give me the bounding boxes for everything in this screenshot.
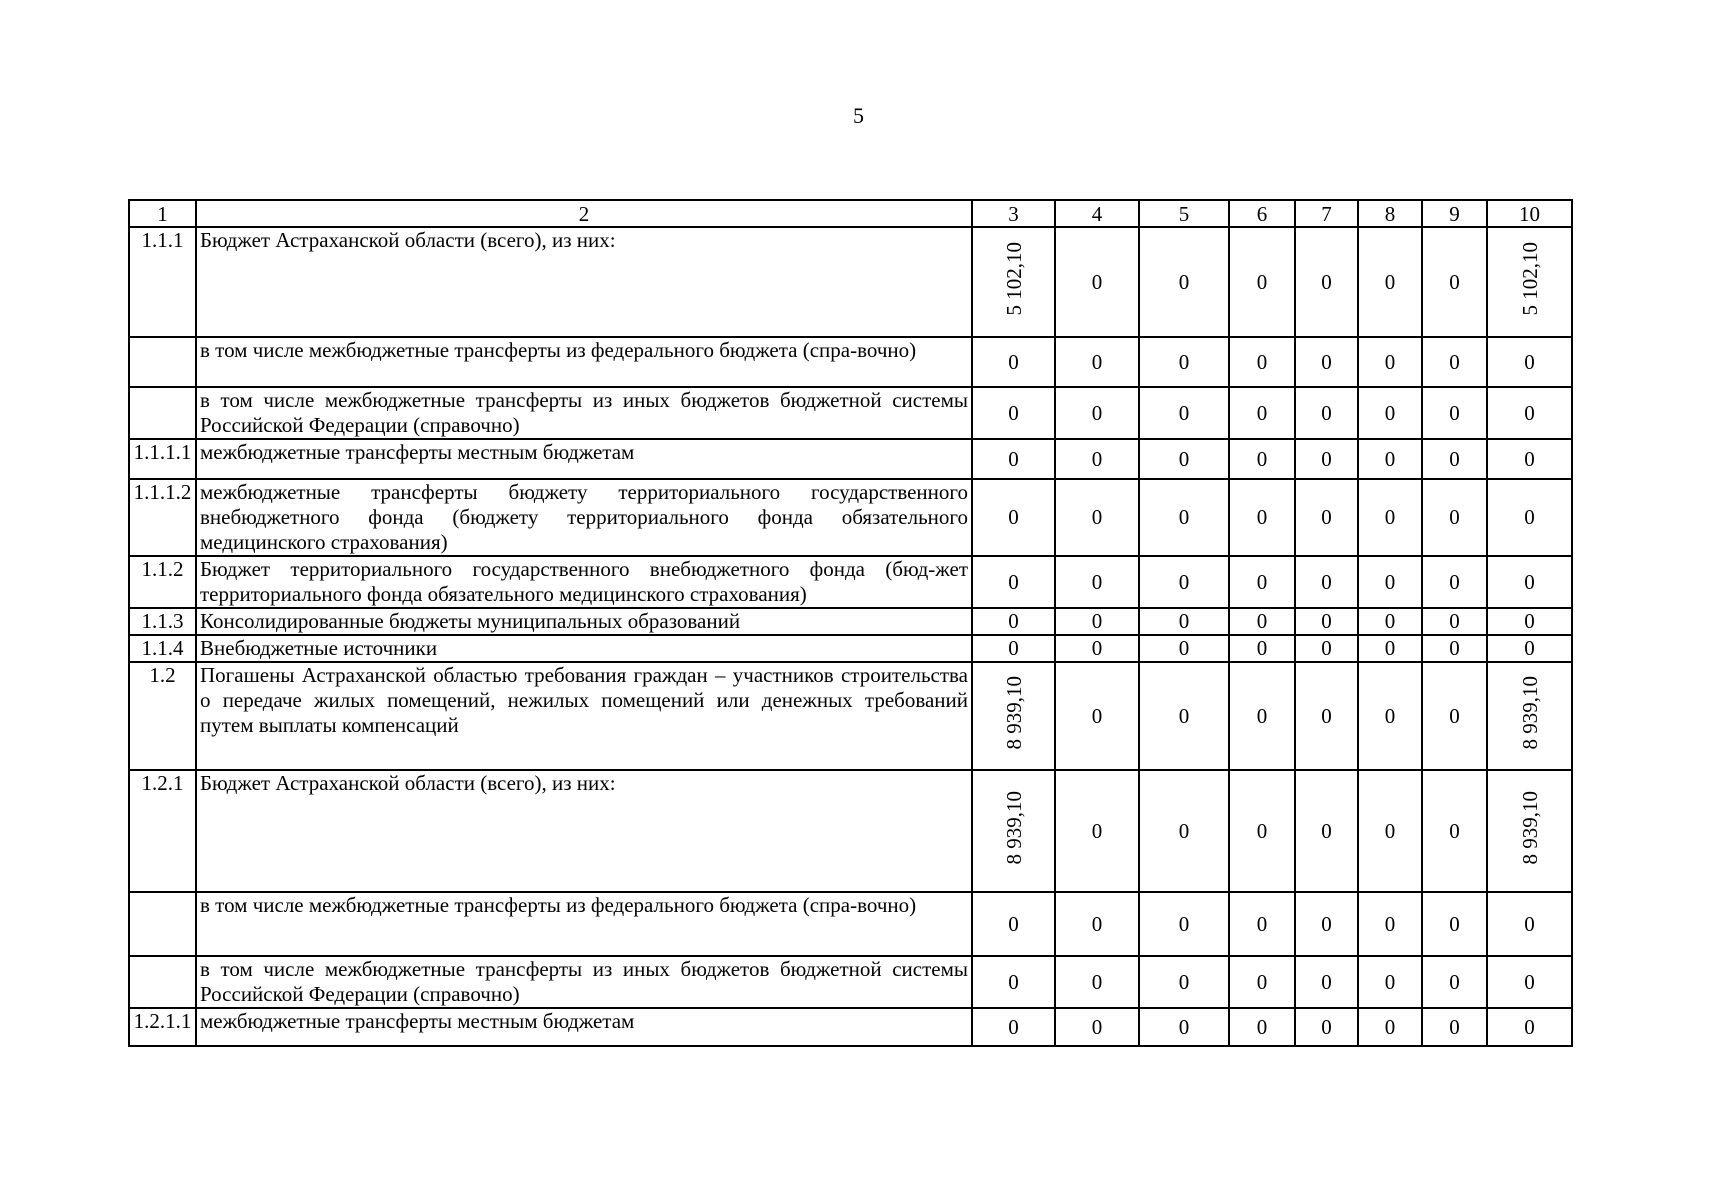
value-cell: 0 — [1422, 956, 1487, 1008]
value-cell: 0 — [1229, 337, 1295, 387]
value-cell: 0 — [1229, 387, 1295, 439]
value-cell: 0 — [1422, 227, 1487, 337]
header-cell: 3 — [972, 200, 1055, 227]
value-cell: 0 — [972, 608, 1055, 635]
value-cell: 0 — [1295, 556, 1358, 608]
value-cell: 0 — [1139, 608, 1229, 635]
value-cell: 0 — [1055, 770, 1139, 892]
header-cell: 5 — [1139, 200, 1229, 227]
value-cell: 0 — [972, 387, 1055, 439]
row-code: 1.1.1.1 — [129, 439, 196, 479]
value-cell: 0 — [1139, 1008, 1229, 1046]
value-cell: 0 — [972, 1008, 1055, 1046]
row-description: в том числе межбюджетные трансферты из иных бюджетов бюджетной системы Российской Федерации (справочно) — [196, 956, 972, 1008]
value-cell: 0 — [1055, 387, 1139, 439]
row-description: Консолидированные бюджеты муниципальных образований — [196, 608, 972, 635]
value-cell — [1487, 227, 1572, 337]
value-cell: 0 — [1055, 439, 1139, 479]
header-cell: 9 — [1422, 200, 1487, 227]
value-cell: 0 — [1295, 892, 1358, 956]
value-text-vertical: 8 939,10 — [1517, 676, 1542, 750]
value-cell: 0 — [1229, 770, 1295, 892]
table-row — [129, 556, 1572, 608]
value-cell — [1487, 770, 1572, 892]
value-cell: 0 — [1295, 770, 1358, 892]
table-row — [129, 662, 1572, 770]
value-cell: 0 — [1295, 479, 1358, 556]
value-cell: 0 — [1139, 892, 1229, 956]
value-cell: 0 — [1358, 770, 1422, 892]
value-cell: 0 — [1055, 1008, 1139, 1046]
value-cell: 0 — [1487, 556, 1572, 608]
row-code: 1.1.4 — [129, 635, 196, 662]
value-cell: 0 — [1358, 387, 1422, 439]
value-cell: 0 — [1422, 892, 1487, 956]
table-row — [129, 770, 1572, 892]
row-description: межбюджетные трансферты бюджету территориального государственного внебюджетного фонда (бюджету территориального фонда обязательного медицинского страхования) — [196, 479, 972, 556]
value-cell: 0 — [1295, 439, 1358, 479]
value-cell: 0 — [1422, 608, 1487, 635]
value-cell: 0 — [1055, 337, 1139, 387]
value-cell: 0 — [1358, 227, 1422, 337]
header-cell: 6 — [1229, 200, 1295, 227]
value-cell: 0 — [1358, 439, 1422, 479]
value-cell: 0 — [1229, 479, 1295, 556]
value-cell: 0 — [1139, 662, 1229, 770]
row-code — [129, 337, 196, 387]
value-cell: 0 — [1422, 439, 1487, 479]
table-body — [129, 200, 1572, 1046]
value-cell: 0 — [1422, 1008, 1487, 1046]
row-description: межбюджетные трансферты местным бюджетам — [196, 439, 972, 479]
value-cell: 0 — [1055, 956, 1139, 1008]
value-cell: 0 — [1229, 662, 1295, 770]
value-cell: 0 — [1422, 556, 1487, 608]
row-code — [129, 892, 196, 956]
value-cell: 0 — [1295, 662, 1358, 770]
value-cell: 0 — [1358, 337, 1422, 387]
value-cell: 0 — [1358, 892, 1422, 956]
budget-table-container — [128, 199, 1573, 1047]
value-cell: 0 — [1358, 608, 1422, 635]
table-row — [129, 387, 1572, 439]
value-cell: 0 — [1295, 608, 1358, 635]
value-cell: 0 — [1139, 556, 1229, 608]
value-cell: 0 — [1139, 479, 1229, 556]
row-code: 1.2.1.1 — [129, 1008, 196, 1046]
value-cell — [972, 227, 1055, 337]
value-cell: 0 — [972, 956, 1055, 1008]
table-row — [129, 892, 1572, 956]
value-cell: 0 — [1055, 892, 1139, 956]
value-cell — [1487, 662, 1572, 770]
value-text-vertical: 8 939,10 — [1001, 676, 1026, 750]
row-description: в том числе межбюджетные трансферты из федерального бюджета (спра-вочно) — [196, 337, 972, 387]
value-cell: 0 — [1295, 956, 1358, 1008]
value-cell: 0 — [1055, 662, 1139, 770]
row-code: 1.1.2 — [129, 556, 196, 608]
value-cell: 0 — [1229, 635, 1295, 662]
value-cell: 0 — [1139, 956, 1229, 1008]
value-cell: 0 — [1487, 1008, 1572, 1046]
row-description: Бюджет Астраханской области (всего), из них: — [196, 770, 972, 892]
value-cell: 0 — [1295, 227, 1358, 337]
value-cell: 0 — [1229, 892, 1295, 956]
row-code: 1.1.1.2 — [129, 479, 196, 556]
value-cell: 0 — [1422, 662, 1487, 770]
row-description: межбюджетные трансферты местным бюджетам — [196, 1008, 972, 1046]
value-cell: 0 — [1487, 635, 1572, 662]
table-row — [129, 227, 1572, 337]
value-cell: 0 — [1487, 479, 1572, 556]
value-cell: 0 — [1055, 608, 1139, 635]
value-cell: 0 — [1229, 439, 1295, 479]
value-cell: 0 — [1422, 387, 1487, 439]
value-cell: 0 — [1358, 479, 1422, 556]
header-cell: 10 — [1487, 200, 1572, 227]
value-cell: 0 — [1055, 227, 1139, 337]
row-code — [129, 387, 196, 439]
value-cell: 0 — [1422, 479, 1487, 556]
value-cell: 0 — [1229, 1008, 1295, 1046]
value-cell: 0 — [972, 635, 1055, 662]
value-cell: 0 — [1487, 892, 1572, 956]
header-cell: 1 — [129, 200, 196, 227]
row-description: в том числе межбюджетные трансферты из федерального бюджета (спра-вочно) — [196, 892, 972, 956]
header-cell: 7 — [1295, 200, 1358, 227]
header-cell: 2 — [196, 200, 972, 227]
value-cell — [972, 770, 1055, 892]
value-cell: 0 — [1422, 770, 1487, 892]
value-text-vertical: 8 939,10 — [1517, 791, 1542, 865]
value-cell: 0 — [1487, 608, 1572, 635]
header-cell: 8 — [1358, 200, 1422, 227]
row-code: 1.1.3 — [129, 608, 196, 635]
header-row — [129, 200, 1572, 227]
row-code: 1.2.1 — [129, 770, 196, 892]
value-cell: 0 — [1487, 956, 1572, 1008]
value-cell: 0 — [972, 556, 1055, 608]
table-row — [129, 479, 1572, 556]
value-cell: 0 — [1358, 556, 1422, 608]
value-cell: 0 — [972, 439, 1055, 479]
row-description: в том числе межбюджетные трансферты из иных бюджетов бюджетной системы Российской Федерации (справочно) — [196, 387, 972, 439]
budget-table — [128, 199, 1573, 1047]
table-row — [129, 1008, 1572, 1046]
value-cell: 0 — [1229, 608, 1295, 635]
value-cell: 0 — [1229, 556, 1295, 608]
value-cell: 0 — [1487, 387, 1572, 439]
table-row — [129, 439, 1572, 479]
row-description: Бюджет Астраханской области (всего), из них: — [196, 227, 972, 337]
header-cell: 4 — [1055, 200, 1139, 227]
value-cell: 0 — [972, 337, 1055, 387]
value-cell: 0 — [1139, 227, 1229, 337]
value-cell: 0 — [1229, 956, 1295, 1008]
value-cell: 0 — [1358, 635, 1422, 662]
page-number: 5 — [853, 103, 864, 128]
table-row — [129, 608, 1572, 635]
row-code — [129, 956, 196, 1008]
value-cell: 0 — [1139, 770, 1229, 892]
table-row — [129, 635, 1572, 662]
value-cell: 0 — [1422, 337, 1487, 387]
table-row — [129, 956, 1572, 1008]
value-cell: 0 — [972, 892, 1055, 956]
value-cell: 0 — [972, 479, 1055, 556]
value-cell: 0 — [1422, 635, 1487, 662]
value-cell: 0 — [1487, 337, 1572, 387]
value-cell: 0 — [1487, 439, 1572, 479]
value-cell: 0 — [1295, 1008, 1358, 1046]
value-cell: 0 — [1295, 387, 1358, 439]
value-cell: 0 — [1055, 479, 1139, 556]
value-cell: 0 — [1229, 227, 1295, 337]
value-cell: 0 — [1295, 337, 1358, 387]
value-cell: 0 — [1139, 337, 1229, 387]
value-cell: 0 — [1139, 387, 1229, 439]
value-cell: 0 — [1055, 556, 1139, 608]
row-description: Внебюджетные источники — [196, 635, 972, 662]
value-cell: 0 — [1358, 956, 1422, 1008]
value-text-vertical: 5 102,10 — [1517, 242, 1542, 316]
value-cell: 0 — [1055, 635, 1139, 662]
row-description: Бюджет территориального государственного внебюджетного фонда (бюд-жет территориального фонда обязательного медицинского страхования) — [196, 556, 972, 608]
value-text-vertical: 5 102,10 — [1001, 242, 1026, 316]
row-code: 1.1.1 — [129, 227, 196, 337]
row-code: 1.2 — [129, 662, 196, 770]
value-cell: 0 — [1295, 635, 1358, 662]
value-cell: 0 — [1139, 635, 1229, 662]
table-row — [129, 337, 1572, 387]
value-cell: 0 — [1358, 662, 1422, 770]
value-cell: 0 — [1139, 439, 1229, 479]
row-description: Погашены Астраханской областью требования граждан – участников строительства о передаче жилых помещений, нежилых помещений или денежных требований путем выплаты компенсаций — [196, 662, 972, 770]
value-cell: 0 — [1358, 1008, 1422, 1046]
value-cell — [972, 662, 1055, 770]
value-text-vertical: 8 939,10 — [1001, 791, 1026, 865]
